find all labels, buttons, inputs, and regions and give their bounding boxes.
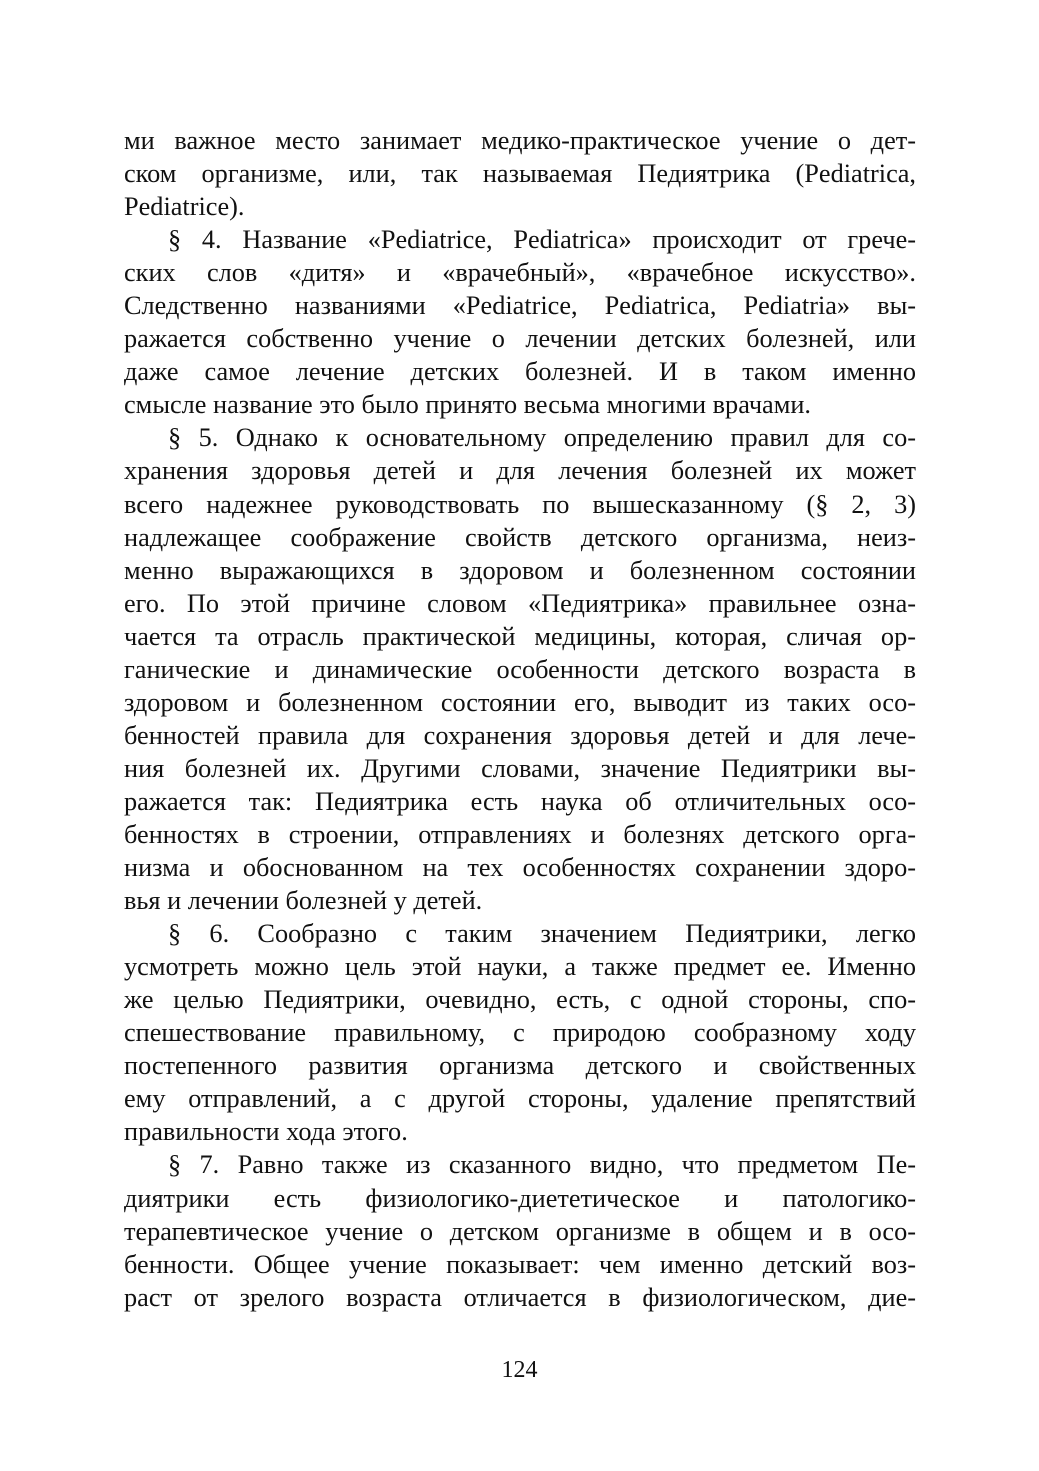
text-line: надлежащее соображение свойств детского организма, неиз- — [124, 522, 916, 552]
paragraph-first-line: § 5. Однако к основательному определению правил для со- — [168, 423, 916, 453]
paragraph-first-line: § 4. Название «Pediatrice, Pediatrica» происходит от грече- — [168, 225, 916, 255]
paragraph-first-line: § 7. Равно также из сказанного видно, что предметом Пе- — [168, 1150, 916, 1180]
text-line: его. По этой причине словом «Педиятрика» правильнее озна- — [124, 588, 916, 618]
text-line: вья и лечении болезней у детей. — [124, 886, 483, 916]
text-line: низма и обоснованном на тех особенностях сохранении здоро- — [124, 853, 916, 883]
text-line: смысле название это было принято весьма многими врачами. — [124, 390, 812, 420]
text-line: бенностях в строении, отправлениях и болезнях детского орга- — [124, 819, 916, 849]
text-line: хранения здоровья детей и для лечения болезней их может — [124, 456, 916, 486]
text-line: постепенного развития организма детского и свойственных — [124, 1051, 916, 1081]
text-line: Pediatrice). — [124, 192, 245, 222]
text-line: Следственно названиями «Pediatrice, Pediatrica, Pediatria» вы- — [124, 291, 916, 321]
page-body — [124, 124, 916, 1314]
text-line: раст от зрелого возраста отличается в физиологическом, дие- — [124, 1282, 916, 1312]
text-line: ских слов «дитя» и «врачебный», «врачебное искусство». — [124, 258, 916, 288]
text-line: ми важное место занимает медико-практическое учение о дет- — [124, 126, 916, 155]
text-line: диятрики есть физиологико-диететическое и патологико- — [124, 1183, 916, 1213]
text-line: ганические и динамические особенности детского возраста в — [124, 654, 916, 684]
text-line: бенностей правила для сохранения здоровья детей и для лече- — [124, 720, 916, 750]
text-line: всего надежнее руководствовать по вышесказанному (§ 2, 3) — [124, 489, 916, 519]
text-line: ему отправлений, а с другой стороны, удаление препятствий — [124, 1084, 916, 1114]
text-line: менно выражающихся в здоровом и болезненном состоянии — [124, 555, 916, 585]
text-line: спешествование правильному, с природою сообразному ходу — [124, 1018, 916, 1048]
text-line: здоровом и болезненном состоянии его, выводит из таких осо- — [124, 687, 916, 717]
text-line: терапевтическое учение о детском организме в общем и в осо- — [124, 1216, 916, 1246]
text-line: же целью Педиятрики, очевидно, есть, с одной стороны, спо- — [124, 985, 916, 1015]
text-line: ражается собственно учение о лечении детских болезней, или — [124, 324, 916, 354]
page-number: 124 — [501, 1357, 538, 1383]
text-line: усмотреть можно цель этой науки, а также предмет ее. Именно — [124, 952, 916, 982]
text-line: ния болезней их. Другими словами, значение Педиятрики вы- — [124, 753, 916, 783]
text-line: чается та отрасль практической медицины, которая, сличая ор- — [124, 621, 916, 651]
text-line: правильности хода этого. — [124, 1117, 408, 1147]
text-line: бенности. Общее учение показывает: чем именно детский воз- — [124, 1249, 916, 1279]
text-line: ражается так: Педиятрика есть наука об отличительных осо- — [124, 786, 916, 816]
text-line: ском организме, или, так называемая Педиятрика (Pediatrica, — [124, 159, 916, 189]
paragraph-first-line: § 6. Сообразно с таким значением Педиятрики, легко — [168, 919, 916, 949]
text-line: даже самое лечение детских болезней. И в таком именно — [124, 357, 916, 387]
